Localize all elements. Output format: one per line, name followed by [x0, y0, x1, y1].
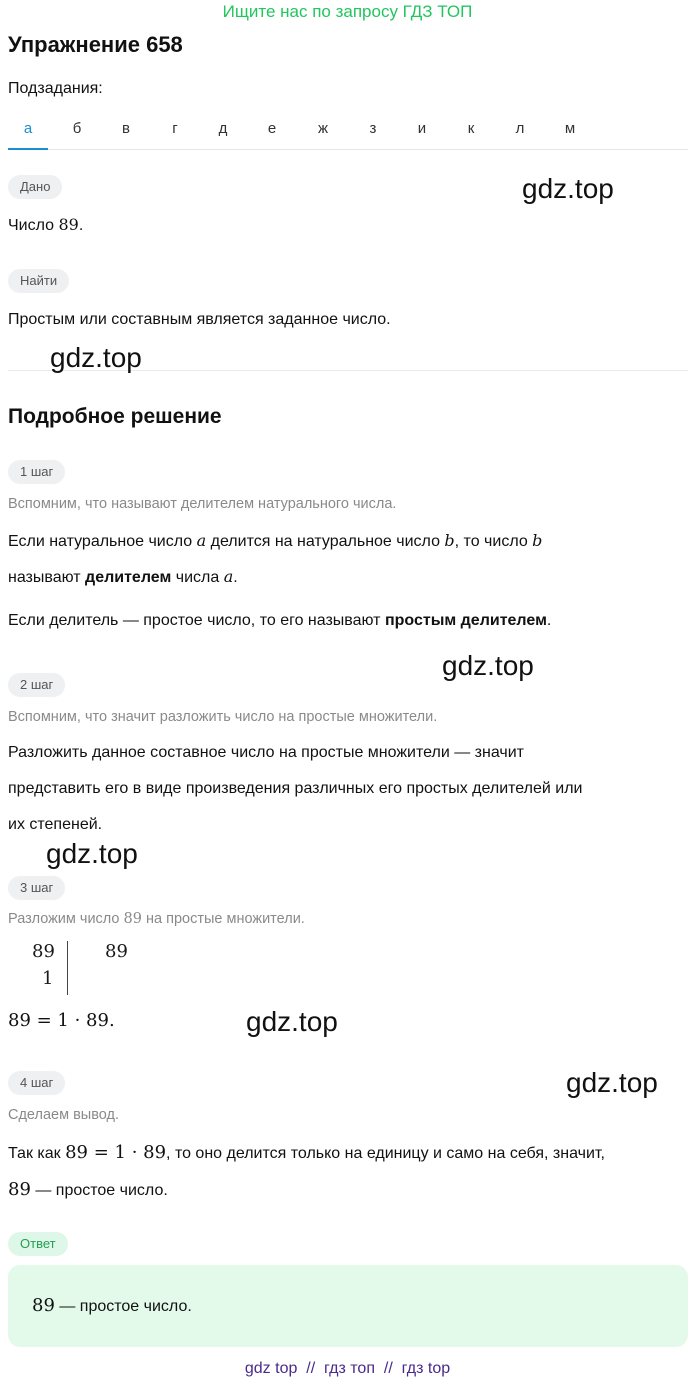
tab-v[interactable]: в — [122, 120, 130, 137]
tab-b[interactable]: б — [72, 120, 82, 137]
step-1-pill: 1 шаг — [8, 460, 65, 484]
footer-links[interactable]: gdz top // гдз топ // гдз top — [244, 1360, 451, 1377]
tab-i[interactable]: и — [417, 120, 427, 137]
answer-box — [8, 1265, 688, 1347]
find-text: Простым или составным является заданное число. — [8, 311, 391, 328]
step-2-line-3: их степеней. — [8, 816, 103, 833]
step-1-line-2: называют делителем числа a. — [8, 567, 238, 586]
watermark: gdz.top — [246, 1006, 338, 1037]
step-2-line-2: представить его в виде произведения различных его простых делителей или — [8, 780, 583, 797]
find-pill: Найти — [8, 269, 69, 293]
solution-heading: Подробное решение — [8, 405, 222, 428]
subtask-tabs — [8, 114, 688, 150]
step-1-line-3: Если делитель — простое число, то его называют простым делителем. — [8, 612, 552, 629]
tab-z[interactable]: з — [369, 120, 377, 137]
tab-m[interactable]: м — [564, 120, 576, 137]
given-text: Число 89. — [8, 215, 84, 234]
step-4-line-2: 89 — простое число. — [8, 1179, 168, 1200]
factor-right-top: 89 — [105, 941, 128, 962]
watermark: gdz.top — [46, 838, 138, 869]
step-1-hint: Вспомним, что называют делителем натурального числа. — [8, 496, 397, 512]
watermark: gdz.top — [522, 173, 614, 204]
answer-pill: Ответ — [8, 1232, 68, 1256]
step-4-pill: 4 шаг — [8, 1071, 65, 1095]
tab-d[interactable]: д — [218, 120, 228, 137]
step-3-hint: Разложим число 89 на простые множители. — [8, 911, 305, 927]
subtasks-label: Подзадания: — [8, 80, 103, 97]
tab-g[interactable]: г — [172, 120, 178, 137]
factor-left-bottom: 1 — [42, 968, 54, 989]
step-1-line-1: Если натуральное число a делится на натуральное число b, то число b — [8, 531, 543, 550]
step-2-line-1: Разложить данное составное число на простые множители — значит — [8, 744, 524, 761]
exercise-title: Упражнение 658 — [8, 32, 183, 57]
factor-divider-line — [67, 941, 68, 995]
step-4-line-1: Так как 89 = 1 · 89, то оно делится только на единицу и само на себя, значит, — [8, 1142, 605, 1163]
watermark: gdz.top — [50, 342, 142, 373]
step-4-hint: Сделаем вывод. — [8, 1107, 120, 1123]
tab-e[interactable]: е — [267, 120, 277, 137]
tab-zh[interactable]: ж — [317, 120, 329, 137]
step-2-pill: 2 шаг — [8, 673, 65, 697]
step-3-pill: 3 шаг — [8, 876, 65, 900]
watermark: gdz.top — [442, 650, 534, 681]
factorization-table — [0, 937, 140, 997]
watermark: gdz.top — [566, 1067, 658, 1098]
answer-text: 89 — простое число. — [32, 1295, 192, 1316]
tab-l[interactable]: л — [515, 120, 525, 137]
step-2-hint: Вспомним, что значит разложить число на простые множители. — [8, 709, 438, 725]
step-3-equation: 89 = 1 · 89. — [8, 1010, 115, 1031]
tab-a[interactable]: а — [8, 120, 48, 150]
tab-k[interactable]: к — [467, 120, 475, 137]
search-banner: Ищите нас по запросу ГДЗ ТОП — [222, 2, 473, 21]
given-pill: Дано — [8, 175, 62, 199]
factor-left-top: 89 — [32, 941, 55, 962]
